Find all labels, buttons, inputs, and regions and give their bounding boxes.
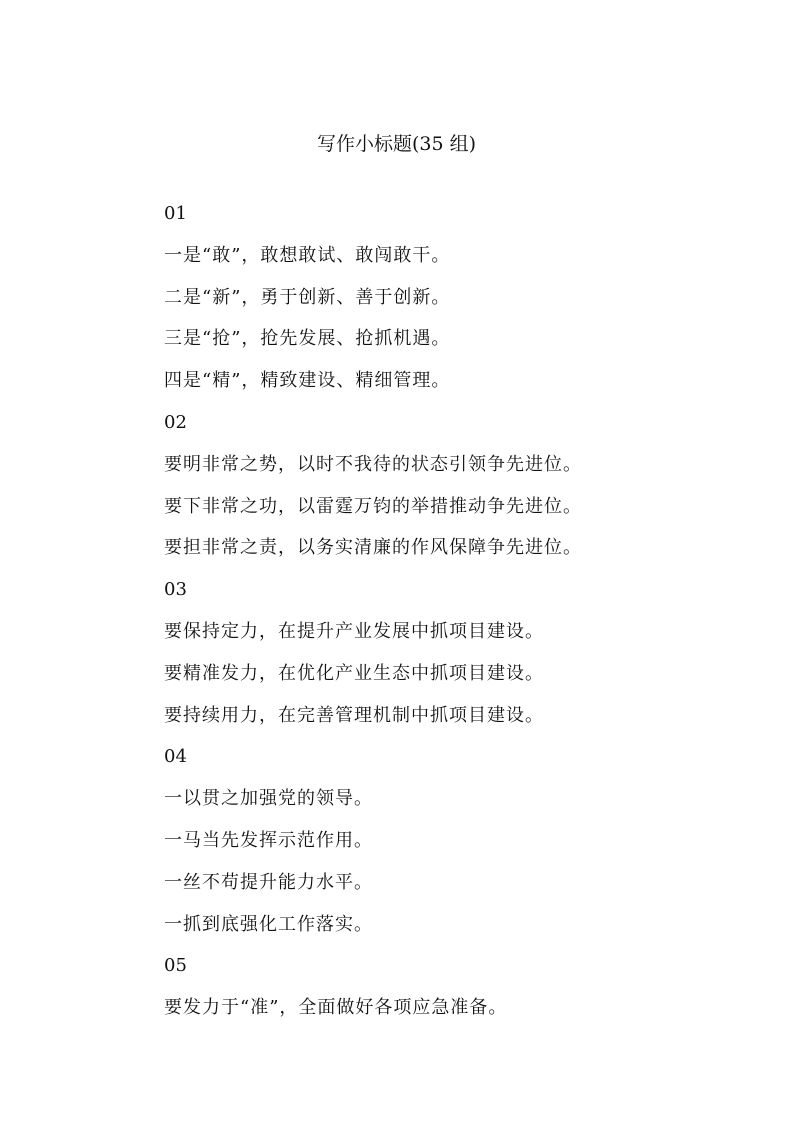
document-title: 写作小标题(35 组) — [316, 133, 477, 155]
section-number: 05 — [164, 955, 187, 977]
section-line: 一丝不苟提升能力水平。 — [164, 871, 373, 893]
section-line: 三是“抢”，抢先发展、抢抓机遇。 — [164, 328, 451, 350]
section-line: 要精准发力，在优化产业生态中抓项目建设。 — [164, 662, 544, 684]
section-line: 要发力于“准”，全面做好各项应急准备。 — [164, 997, 508, 1019]
section-line: 四是“精”，精致建设、精细管理。 — [164, 370, 451, 392]
section-line: 一是“敢”，敢想敢试、敢闯敢干。 — [164, 244, 451, 266]
section-number: 01 — [164, 203, 187, 224]
document-body — [164, 200, 724, 1036]
section-line: 二是“新”，勇于创新、善于创新。 — [164, 286, 451, 308]
section-line: 一以贯之加强党的领导。 — [164, 788, 373, 810]
section-line: 要保持定力，在提升产业发展中抓项目建设。 — [164, 620, 544, 642]
section-number: 03 — [164, 579, 187, 601]
section-line: 要明非常之势，以时不我待的状态引领争先进位。 — [164, 453, 582, 475]
section-line: 一马当先发挥示范作用。 — [164, 829, 373, 851]
section-line: 要持续用力，在完善管理机制中抓项目建设。 — [164, 704, 544, 726]
section-line: 要担非常之责，以务实清廉的作风保障争先进位。 — [164, 537, 582, 559]
section-line: 要下非常之功，以雷霆万钧的举措推动争先进位。 — [164, 495, 582, 517]
section-number: 04 — [164, 746, 187, 768]
section-line: 一抓到底强化工作落实。 — [164, 913, 373, 935]
section-number: 02 — [164, 411, 187, 433]
